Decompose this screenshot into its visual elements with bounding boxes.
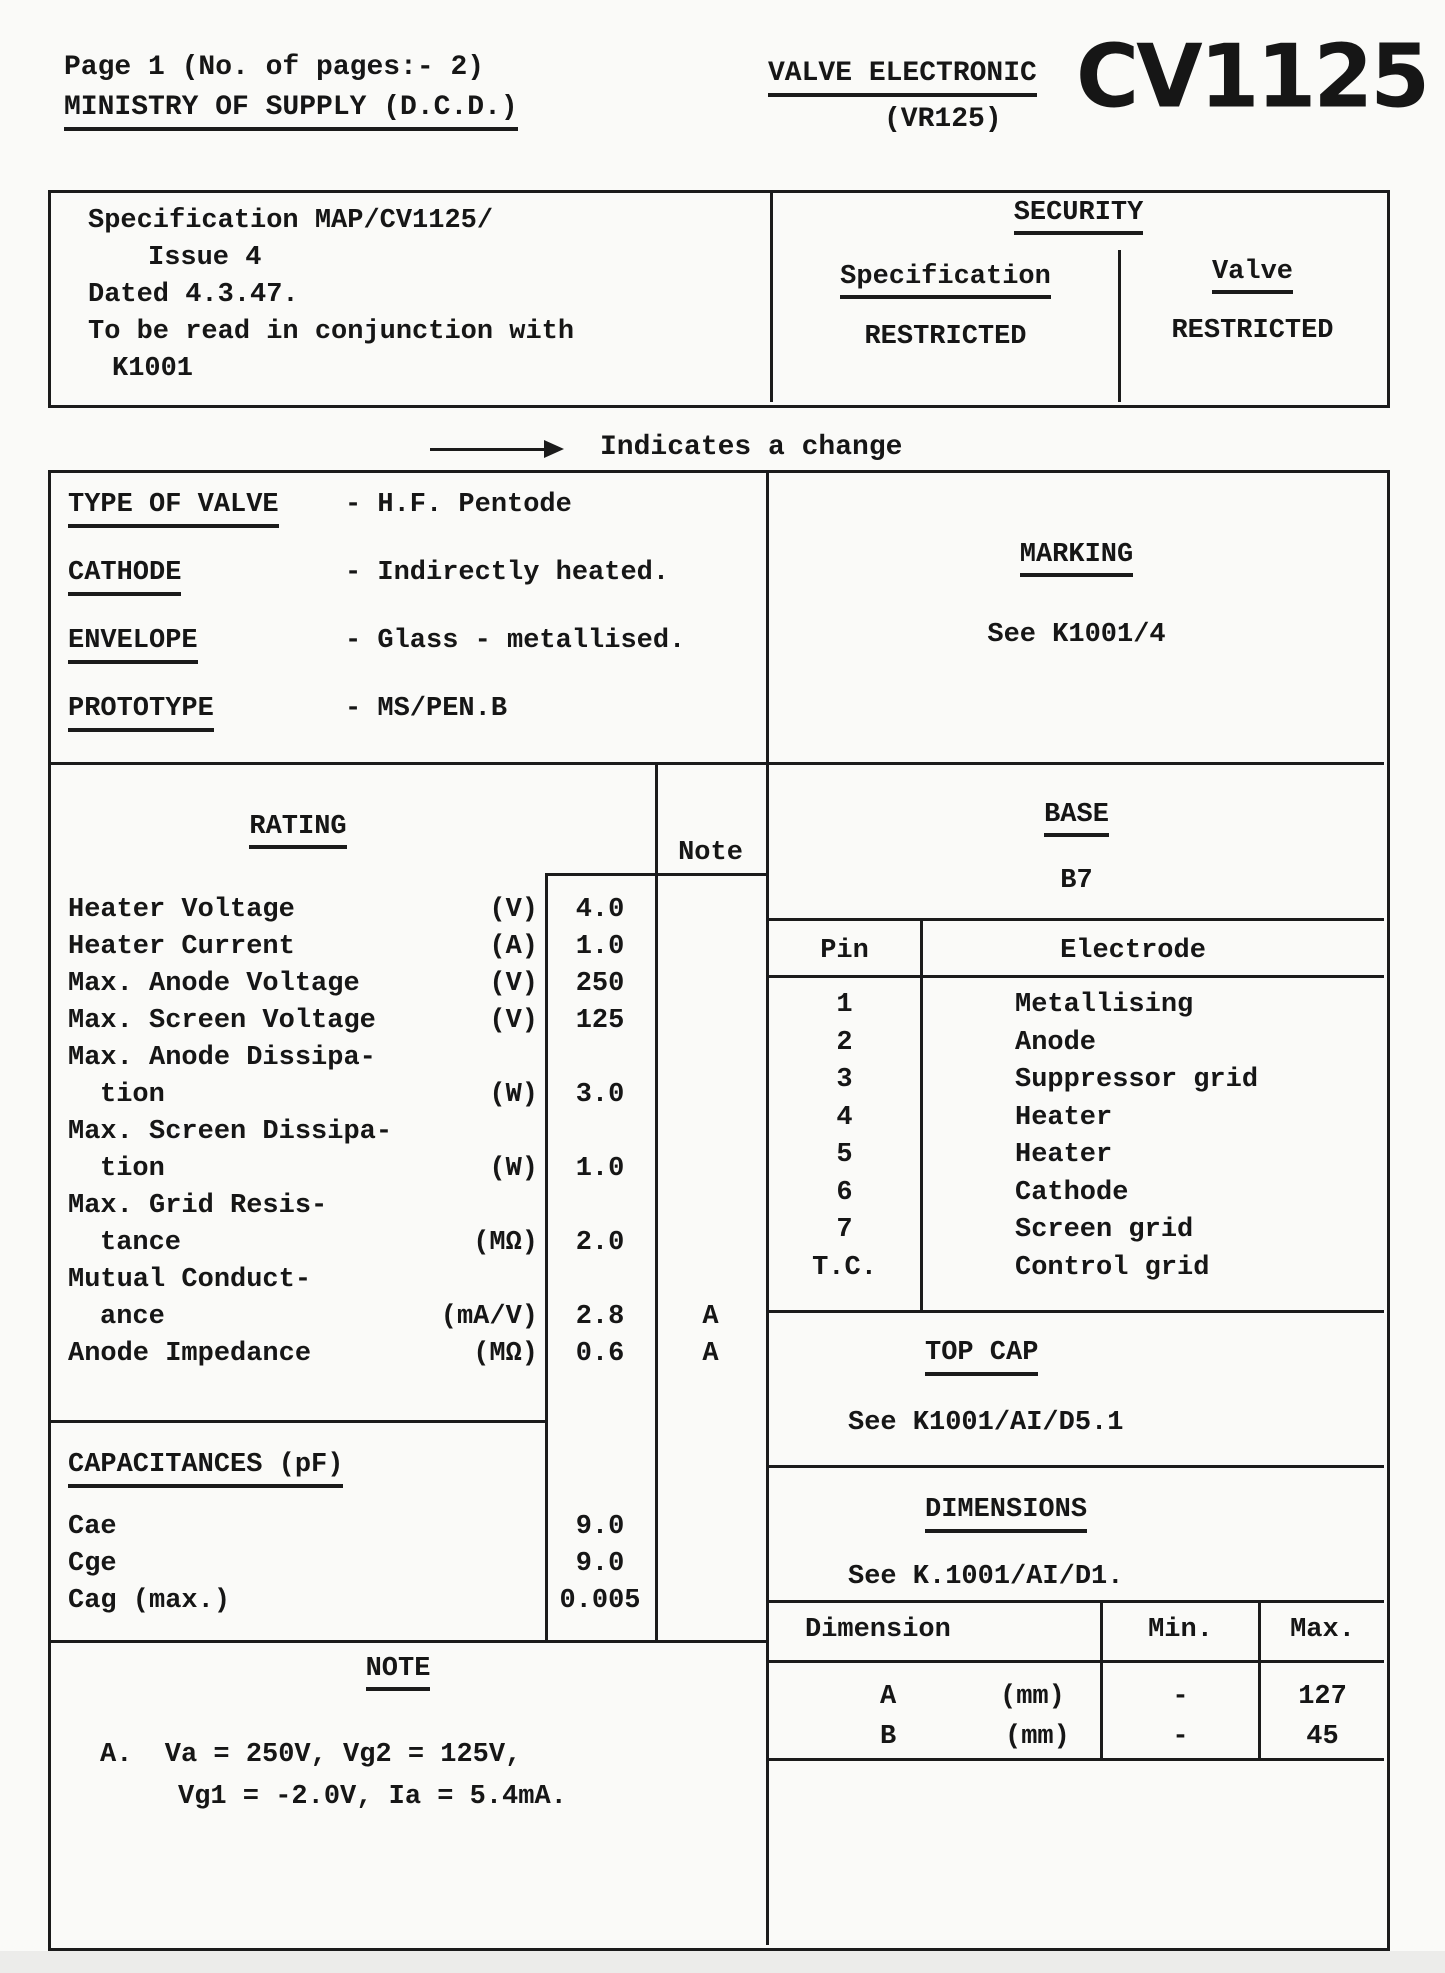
electrode-header: Electrode [1060, 936, 1206, 966]
capacitance-top-line [51, 1420, 545, 1423]
rating-unit-5: (W) [489, 1080, 538, 1110]
scan-edge [0, 1951, 1445, 1973]
rating-label-3: Max. Screen Voltage [68, 1006, 376, 1036]
security-section [773, 198, 1384, 229]
rating-unit-2: (V) [489, 969, 538, 999]
dimension-row-1-min: - [1172, 1722, 1189, 1752]
pin-electrode-5: Cathode [1015, 1178, 1129, 1208]
pin-header-bottom-line [769, 975, 1384, 978]
capacitances-title: CAPACITANCES (pF) [68, 1450, 343, 1488]
pin-number-0: 1 [836, 990, 853, 1020]
change-arrow-icon [544, 440, 564, 458]
rating-value-2: 250 [575, 969, 625, 999]
pin-table-top-line [769, 918, 1384, 921]
marking-title: MARKING [1020, 540, 1133, 577]
capacitance-value-0: 9.0 [575, 1512, 625, 1542]
rating-label-2: Max. Anode Voltage [68, 969, 360, 999]
valve-info-label-1: CATHODE [68, 558, 181, 596]
rating-label-11: ance [100, 1302, 165, 1332]
note-section-top-line [51, 1640, 766, 1643]
pin-electrode-1: Anode [1015, 1028, 1097, 1058]
rating-unit-7: (W) [489, 1154, 538, 1184]
rating-value-12: 0.6 [575, 1339, 625, 1369]
pin-number-2: 3 [836, 1065, 853, 1095]
capacitance-label-0: Cae [68, 1512, 117, 1542]
dimension-row-0-min: - [1172, 1682, 1189, 1712]
security-spec-value: RESTRICTED [864, 322, 1027, 352]
cv-type-number: CV1125 [1076, 26, 1428, 128]
base-section [769, 800, 1384, 831]
rating-unit-11: (mA/V) [440, 1302, 538, 1332]
dimensions-ref: See K.1001/AI/D1. [848, 1562, 1124, 1592]
rating-note-11: A [702, 1302, 719, 1332]
valve-info-bottom-line [51, 762, 1384, 765]
rating-label-10: Mutual Conduct- [68, 1265, 312, 1295]
rating-label-7: tion [100, 1154, 165, 1184]
spec-line-3: Dated 4.3.47. [88, 280, 299, 310]
pin-table-bottom-line [769, 1310, 1384, 1313]
pin-number-4: 5 [836, 1140, 853, 1170]
pin-electrode-3: Heater [1015, 1103, 1113, 1133]
rating-label-4: Max. Anode Dissipa- [68, 1043, 376, 1073]
security-col-valve [1121, 257, 1384, 288]
rating-label-5: tion [100, 1080, 165, 1110]
dimension-table-bottom-line [769, 1758, 1384, 1761]
dimension-header: Dimension [805, 1615, 951, 1645]
base-title: BASE [1044, 800, 1109, 837]
rating-value-5: 3.0 [575, 1080, 625, 1110]
security-valve-value: RESTRICTED [1171, 316, 1334, 346]
dimension-row-1-dim: B [880, 1722, 897, 1752]
spec-line-1: Specification MAP/CV1125/ [88, 206, 494, 236]
dimension-row-1-unit: (mm) [1005, 1722, 1070, 1752]
dimensions-title: DIMENSIONS [925, 1495, 1087, 1533]
note-line-1: A. Va = 250V, Vg2 = 125V, [100, 1740, 522, 1770]
rating-unit-9: (MΩ) [473, 1228, 538, 1258]
rating-label-6: Max. Screen Dissipa- [68, 1117, 393, 1147]
rating-unit-3: (V) [489, 1006, 538, 1036]
pin-column-divider [920, 918, 923, 1313]
pin-header: Pin [820, 936, 869, 966]
rating-unit-1: (A) [489, 932, 538, 962]
rating-value-1: 1.0 [575, 932, 625, 962]
dimension-min-header: Min. [1148, 1615, 1213, 1645]
rating-title: RATING [249, 812, 346, 849]
valve-info-label-0: TYPE OF VALVE [68, 490, 279, 528]
pin-electrode-0: Metallising [1015, 990, 1194, 1020]
marking-ref: See K1001/4 [987, 620, 1166, 650]
rating-value-7: 1.0 [575, 1154, 625, 1184]
change-note: Indicates a change [600, 432, 903, 463]
security-title: SECURITY [1014, 198, 1144, 235]
pin-electrode-2: Suppressor grid [1015, 1065, 1259, 1095]
pin-electrode-6: Screen grid [1015, 1215, 1194, 1245]
rating-label-12: Anode Impedance [68, 1339, 312, 1369]
dimension-row-0-max: 127 [1298, 1682, 1347, 1712]
valve-info-value-2: - Glass - metallised. [345, 626, 686, 656]
vr-number: (VR125) [884, 104, 1002, 135]
valve-electronic-title: VALVE ELECTRONIC [768, 58, 1037, 97]
marking-section [769, 540, 1384, 571]
rating-unit-12: (MΩ) [473, 1339, 538, 1369]
dimension-header-bottom-line [769, 1660, 1384, 1663]
rating-value-9: 2.0 [575, 1228, 625, 1258]
pin-number-1: 2 [836, 1028, 853, 1058]
note-title: NOTE [366, 1654, 431, 1691]
dimension-row-0-dim: A [880, 1682, 897, 1712]
rating-unit-0: (V) [489, 895, 538, 925]
top-cap-bottom-line [769, 1465, 1384, 1468]
rating-value-3: 125 [575, 1006, 625, 1036]
security-col-spec [773, 262, 1118, 293]
value-box-top-line [545, 873, 769, 876]
capacitance-label-2: Cag (max.) [68, 1586, 231, 1616]
spec-line-4: To be read in conjunction with [88, 317, 575, 347]
rating-label-9: tance [100, 1228, 182, 1258]
dimension-max-header: Max. [1290, 1615, 1355, 1645]
rating-label-8: Max. Grid Resis- [68, 1191, 328, 1221]
pin-electrode-4: Heater [1015, 1140, 1113, 1170]
capacitance-value-2: 0.005 [559, 1586, 641, 1616]
note-line-2: Vg1 = -2.0V, Ia = 5.4mA. [178, 1782, 567, 1812]
note-column-divider [655, 762, 658, 1640]
rating-value-0: 4.0 [575, 895, 625, 925]
capacitance-value-1: 9.0 [575, 1549, 625, 1579]
dimension-row-1-max: 45 [1306, 1722, 1339, 1752]
ministry-title: MINISTRY OF SUPPLY (D.C.D.) [64, 92, 518, 131]
valve-info-label-3: PROTOTYPE [68, 694, 214, 732]
valve-info-value-3: - MS/PEN.B [345, 694, 508, 724]
pin-electrode-7: Control grid [1015, 1253, 1210, 1283]
rating-label-1: Heater Current [68, 932, 295, 962]
base-type: B7 [1060, 866, 1093, 896]
rating-label-0: Heater Voltage [68, 895, 295, 925]
dimension-table-top-line [769, 1600, 1384, 1603]
security-valve-label: Valve [1212, 257, 1293, 294]
pin-number-5: 6 [836, 1178, 853, 1208]
security-spec-label: Specification [840, 262, 1051, 299]
rating-note-header: Note [678, 838, 743, 868]
valve-info-value-1: - Indirectly heated. [345, 558, 670, 588]
spec-line-2: Issue 4 [148, 243, 262, 273]
change-arrow-line [430, 448, 546, 451]
pin-number-6: 7 [836, 1215, 853, 1245]
page-number-line: Page 1 (No. of pages:- 2) [64, 52, 485, 83]
note-section [48, 1654, 748, 1685]
top-cap-title: TOP CAP [925, 1338, 1038, 1376]
capacitance-label-1: Cge [68, 1549, 117, 1579]
dimension-row-0-unit: (mm) [1000, 1682, 1065, 1712]
rating-note-12: A [702, 1339, 719, 1369]
pin-number-7: T.C. [812, 1253, 877, 1283]
pin-number-3: 4 [836, 1103, 853, 1133]
valve-info-label-2: ENVELOPE [68, 626, 198, 664]
spec-line-5: K1001 [112, 354, 194, 384]
top-cap-ref: See K1001/AI/D5.1 [848, 1408, 1124, 1438]
rating-section [48, 812, 548, 843]
rating-value-11: 2.8 [575, 1302, 625, 1332]
valve-info-value-0: - H.F. Pentode [345, 490, 572, 520]
